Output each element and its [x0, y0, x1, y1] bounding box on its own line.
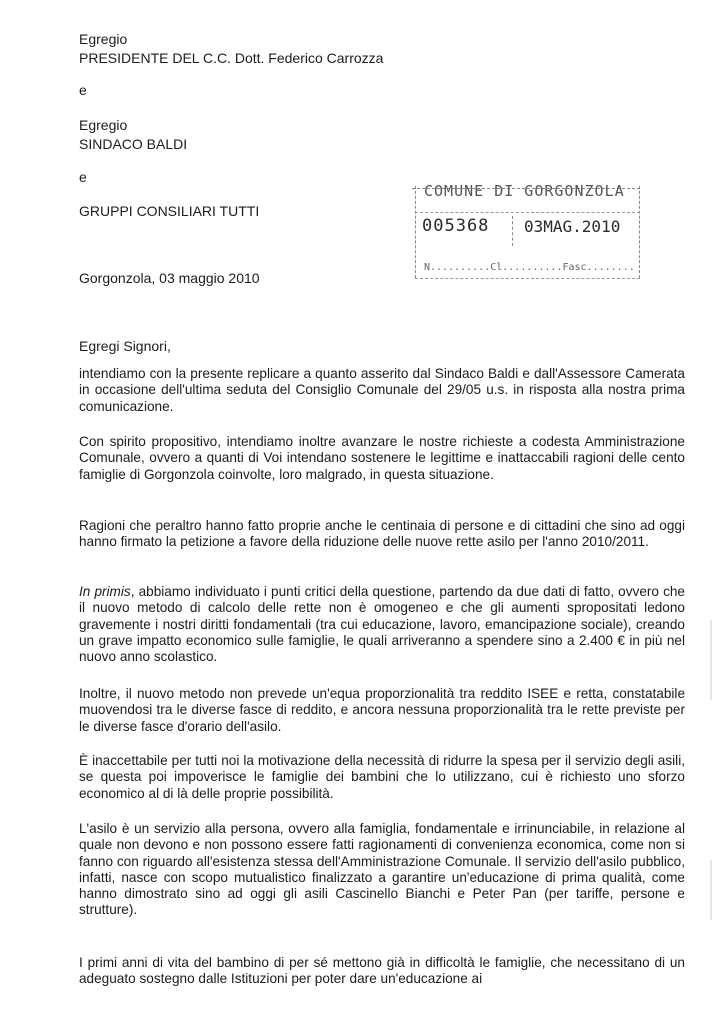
paragraph-4	[79, 584, 685, 665]
paragraph-2: Con spirito propositivo, intendiamo inoltre avanzare le nostre richieste a codesta Amministrazione Comunale, ovvero a quanti di Voi intendano sostenere le legittime e inattaccabili ragioni delle cento famiglie di Gorgonzola coinvolte, loro malgrado, in questa situazione.	[79, 434, 685, 482]
greeting: Egregi Signori,	[79, 338, 171, 354]
recipient-1-salutation: Egregio	[79, 31, 128, 47]
scan-edge-mark	[710, 860, 712, 920]
place-date: Gorgonzola, 03 maggio 2010	[79, 270, 260, 286]
protocol-stamp	[412, 176, 640, 282]
paragraph-4-lead: In primis	[79, 584, 131, 599]
paragraph-4-body: , abbiamo individuato i punti critici della questione, partendo da due dati di fatto, ovvero che il nuovo metodo di calcolo delle rette non è omogeneo e che gli aumenti spropositati ledono gravemente i nostri diritti fondamentali (tra cui educazione, lavoro, emancipazione sociale), creando un grave impatto economico sulle famiglie, le quali arriveranno a spendere sino a 2.400 € in più nel nuovo anno scolastico.	[79, 584, 685, 665]
paragraph-5: Inoltre, il nuovo metodo non prevede un'equa proporzionalità tra reddito ISEE e retta, constatabile muovendosi tra le diverse fasce di reddito, e ancora nessuna proporzionalità tra le rette previste per le diverse fasce d'orario dell'asilo.	[79, 686, 685, 734]
paragraph-8: I primi anni di vita del bambino di per sé mettono già in difficoltà le famiglie, che necessitano di un adeguato sostegno dalle Istituzioni per poter dare un'educazione ai	[79, 955, 685, 987]
stamp-footer: N..........Cl..........Fasc........	[424, 262, 635, 273]
stamp-protocol-number: 005368	[422, 216, 490, 236]
scan-edge-mark	[710, 620, 712, 700]
paragraph-3: Ragioni che peraltro hanno fatto proprie anche le centinaia di persone e di cittadini che sino ad oggi hanno firmato la petizione a favore della riduzione delle nuove rette asilo per l'anno 2010/2011.	[79, 518, 685, 550]
recipient-3-name: GRUPPI CONSILIARI TUTTI	[79, 203, 260, 219]
paragraph-1: intendiamo con la presente replicare a quanto asserito dal Sindaco Baldi e dall'Assessore Camerata in occasione dell'ultima seduta del Consiglio Comunale del 29/05 u.s. in risposta alla nostra prima comunicazione.	[79, 366, 685, 414]
recipient-1-name: PRESIDENTE DEL C.C. Dott. Federico Carrozza	[79, 50, 384, 66]
recipient-2-name: SINDACO BALDI	[79, 136, 188, 152]
stamp-date: 03MAG.2010	[524, 217, 621, 236]
recipient-2-salutation: Egregio	[79, 117, 128, 133]
stamp-title: COMUNE DI GORGONZOLA	[424, 182, 625, 200]
paragraph-7: L'asilo è un servizio alla persona, ovvero alla famiglia, fondamentale e irrinunciabile, in relazione al quale non devono e non possono essere fatti ragionamenti di convenienza economica, come non si fanno con riguardo all'esistenza stessa dell'Amministrazione Comunale. Il servizio dell'asilo pubblico, infatti, nasce con scopo mutualistico finalizzato a garantire un'educazione di prima qualità, come hanno dimostrato sino ad oggi gli asili Cascinello Bianchi e Peter Pan (per tariffe, persone e strutture).	[79, 821, 685, 918]
conjunction-1: e	[79, 82, 87, 98]
paragraph-6: È inaccettabile per tutti noi la motivazione della necessità di ridurre la spesa per il servizio degli asili, se questa poi impoverisce le famiglie dei bambini che lo utilizzano, cui è richiesto uno sforzo economico al di là delle proprie possibilità.	[79, 753, 685, 801]
conjunction-2: e	[79, 169, 87, 185]
